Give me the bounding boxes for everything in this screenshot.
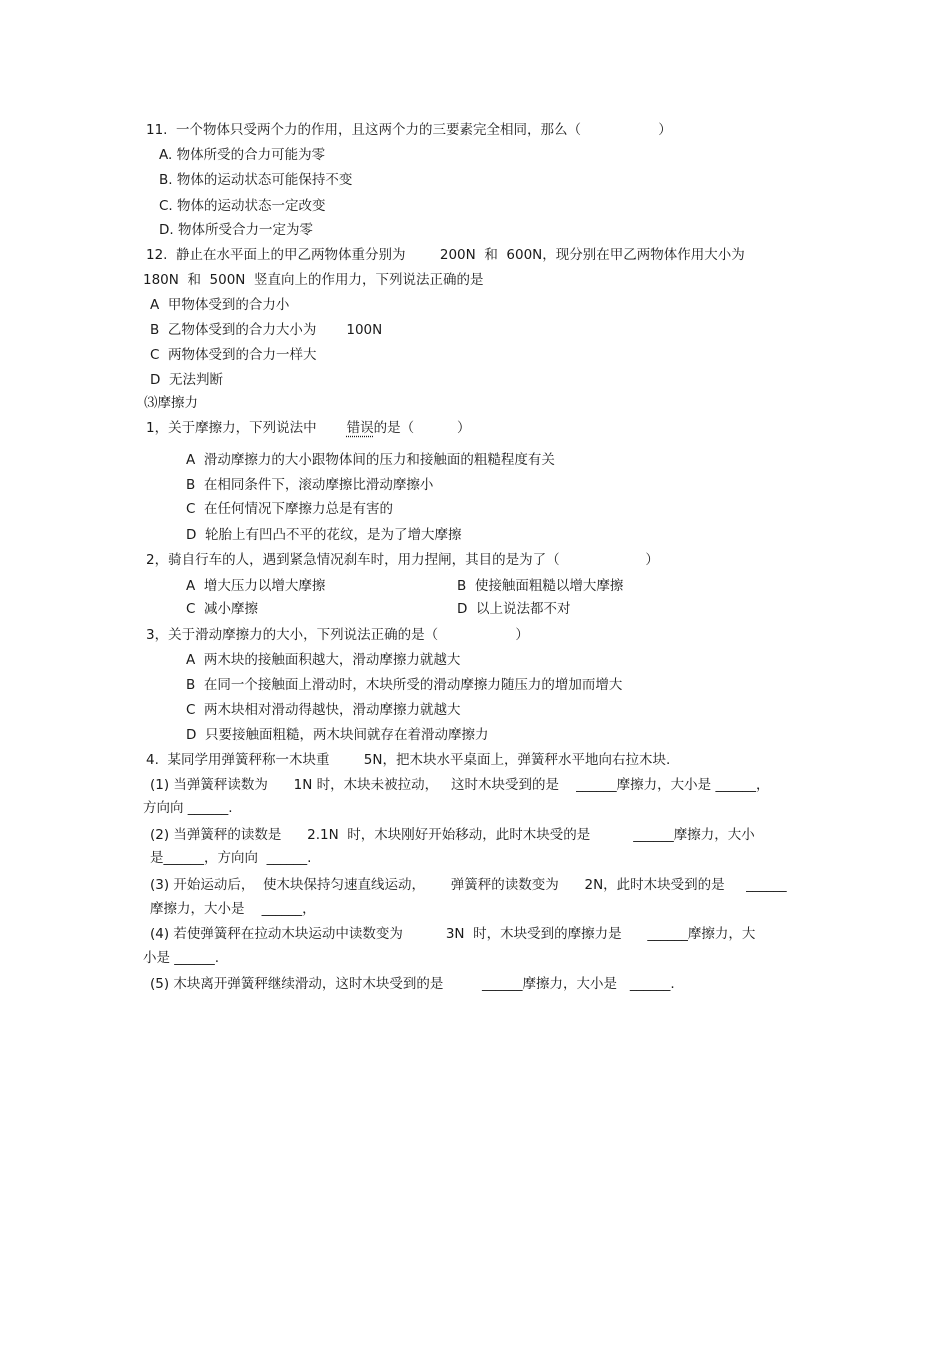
q12-option-c: C 两物体受到的合力一样大 xyxy=(150,347,317,363)
f1-option-d: D 轮胎上有凹凸不平的花纹，是为了增大摩擦 xyxy=(186,527,462,543)
f4-part4-line2: 小是 ______. xyxy=(143,950,220,966)
f4-part5: (5) 木块离开弹簧秤继续滑动，这时木块受到的是 ______摩擦力，大小是 ______. xyxy=(150,976,675,992)
q12-option-b: B 乙物体受到的合力大小为 100N xyxy=(150,322,383,338)
q11-option-c: C. 物体的运动状态一定改变 xyxy=(159,198,326,214)
f3-option-c: C 两木块相对滑动得越快，滑动摩擦力就越大 xyxy=(186,702,461,718)
f3-option-d: D 只要接触面粗糙，两木块间就存在着滑动摩擦力 xyxy=(186,727,489,743)
q11-option-a: A. 物体所受的合力可能为零 xyxy=(159,147,326,163)
f3-option-b: B 在同一个接触面上滑动时，木块所受的滑动摩擦力随压力的增加而增大 xyxy=(186,677,623,693)
f3-stem: 3，关于滑动摩擦力的大小，下列说法正确的是（ ） xyxy=(146,627,529,643)
f4-part1-line1: (1) 当弹簧秤读数为 1N 时，木块未被拉动， 这时木块受到的是 ______摩擦力，大小是 ______， xyxy=(150,777,770,793)
f4-part3-line1: (3) 开始运动后， 使木块保持匀速直线运动， 弹簧秤的读数变为 2N，此时木块受到的是 ______ xyxy=(150,877,787,893)
section-title: ⑶摩擦力 xyxy=(144,395,198,411)
f4-part2-line1: (2) 当弹簧秤的读数是 2.1N 时，木块刚好开始移动，此时木块受的是 ______摩擦力，大小 xyxy=(150,827,755,843)
f2-option-d: D 以上说法都不对 xyxy=(457,601,571,617)
f2-stem: 2，骑自行车的人，遇到紧急情况刹车时，用力捏闸，其目的是为了（ ） xyxy=(146,552,659,568)
q12-stem-line2: 180N 和 500N 竖直向上的作用力，下列说法正确的是 xyxy=(143,272,484,288)
q11-option-b: B. 物体的运动状态可能保持不变 xyxy=(159,172,353,188)
f2-option-c: C 减小摩擦 xyxy=(186,601,259,617)
q12-option-d: D 无法判断 xyxy=(150,372,223,388)
f4-part2-line2: 是______，方向向 ______. xyxy=(150,850,312,866)
f3-option-a: A 两木块的接触面积越大，滑动摩擦力就越大 xyxy=(186,652,461,668)
q11-stem: 11. 一个物体只受两个力的作用，且这两个力的三要素完全相同，那么（ ） xyxy=(146,122,672,138)
f1-stem-emphasis: 错误 xyxy=(346,420,374,436)
f1-stem-post: 的是（ ） xyxy=(373,420,471,436)
f1-stem-pre: 1，关于摩擦力，下列说法中 xyxy=(146,420,347,436)
f4-part1-line2: 方向向 ______. xyxy=(143,800,233,816)
f2-option-a: A 增大压力以增大摩擦 xyxy=(186,578,326,594)
f4-part3-line2: 摩擦力，大小是 ______， xyxy=(150,901,316,917)
q12-option-a: A 甲物体受到的合力小 xyxy=(150,297,290,313)
f1-option-a: A 滑动摩擦力的大小跟物体间的压力和接触面的粗糙程度有关 xyxy=(186,452,555,468)
q11-option-d: D. 物体所受合力一定为零 xyxy=(159,222,313,238)
f4-part4-line1: (4) 若使弹簧秤在拉动木块运动中读数变为 3N 时，木块受到的摩擦力是 ______摩擦力，大 xyxy=(150,926,756,942)
f1-option-c: C 在任何情况下摩擦力总是有害的 xyxy=(186,501,394,517)
f1-stem xyxy=(146,419,471,437)
f4-stem: 4. 某同学用弹簧秤称一木块重 5N，把木块水平桌面上，弹簧秤水平地向右拉木块. xyxy=(146,752,671,768)
f2-option-b: B 使接触面粗糙以增大摩擦 xyxy=(457,578,624,594)
f1-option-b: B 在相同条件下，滚动摩擦比滑动摩擦小 xyxy=(186,477,434,493)
q12-stem-line1: 12. 静止在水平面上的甲乙两物体重分别为 200N 和 600N，现分别在甲乙两物体作用大小为 xyxy=(146,247,745,263)
